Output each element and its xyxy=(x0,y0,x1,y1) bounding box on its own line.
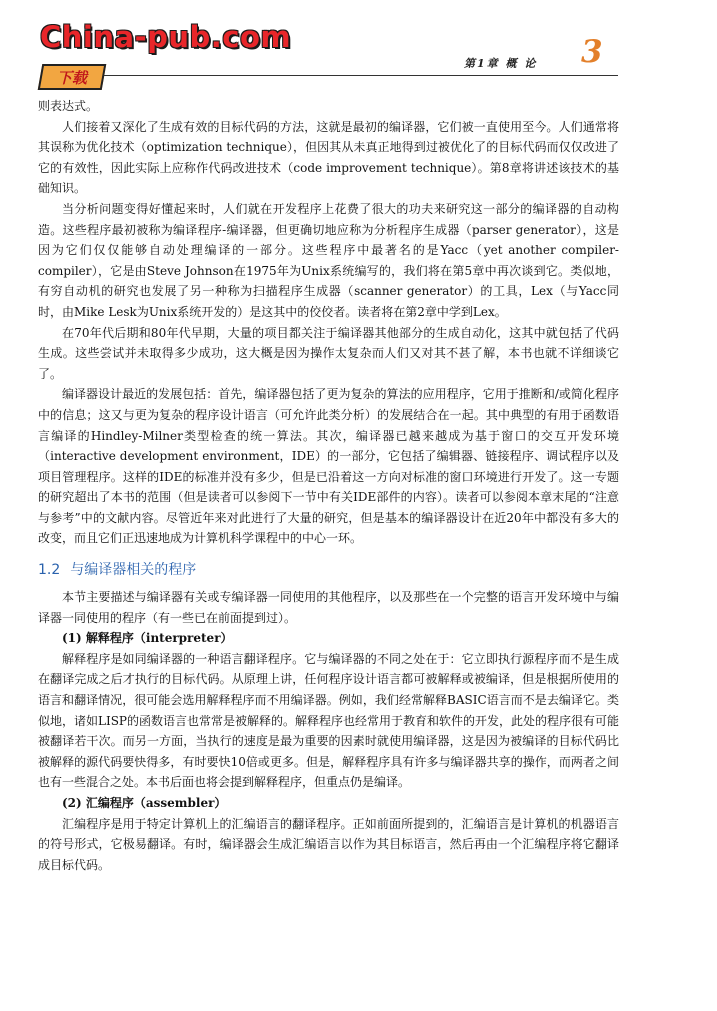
paragraph: 则表达式。 xyxy=(38,99,99,113)
page-content xyxy=(38,96,619,875)
paragraph: 人们接着又深化了生成有效的目标代码的方法，这就是最初的编译器，它们被一直使用至今。人们通常将其误称为优化技术（optimization technique），但因其从未真正地得到过被优化了的目标代码而仅仅改进了它的有效性，因此实际上应称作代码改进技术（code improvement technique）。第8章将讲述该技术的基础知识。 xyxy=(38,119,619,196)
paragraph: 汇编程序是用于特定计算机上的汇编语言的翻译程序。正如前面所提到的，汇编语言是计算机的机器语言的符号形式，它极易翻译。有时，编译器会生成汇编语言以作为其目标语言，然后再由一个汇编程序将它翻译成目标代码。 xyxy=(38,816,619,872)
paragraph: 解释程序是如同编译器的一种语言翻译程序。它与编译器的不同之处在于：它立即执行源程序而不是生成在翻译完成之后才执行的目标代码。从原理上讲，任何程序设计语言都可被解释或被编译，但是根据所使用的语言和翻译情况，很可能会选用解释程序而不用编译器。例如，我们经常解释BASIC语言而不是去编译它。类似地，诸如LISP的函数语言也常常是被解释的。解释程序也经常用于教育和软件的开发，此处的程序很有可能被翻译若干次。而另一方面，当执行的速度是最为重要的因素时就使用编译器，这是因为被编译的目标代码比被解释的源代码要快得多，有时要快10倍或更多。但是，解释程序具有许多与编译器共享的操作，而两者之间也有一些混合之处。本书后面也将会提到解释程序，但重点仍是编译。 xyxy=(38,651,620,790)
paragraph: 在70年代后期和80年代早期，大量的项目都关注于编译器其他部分的生成自动化，这其中就包括了代码生成。这些尝试并未取得多少成功，这大概是因为操作太复杂而人们又对其不甚了解，本书也就不详细谈它了。 xyxy=(38,325,619,381)
paragraph: 编译器设计最近的发展包括：首先，编译器包括了更为复杂的算法的应用程序，它用于推断和/或简化程序中的信息；这又与更为复杂的程序设计语言（可允许此类分析）的发展结合在一起。其中典型的有用于函数语言编译的Hindley-Milner类型检查的统一算法。其次，编译器已越来越成为基于窗口的交互开发环境（interactive development environment，IDE）的一部分，它包括了编辑器、链接程序、调试程序以及项目管理程序。这样的IDE的标准并没有多少，但是已沿着这一方向对标准的窗口环境进行开发了。这一专题的研究超出了本书的范围（但是读者可以参阅下一节中有关IDE部件的内容）。读者可以参阅本章末尾的“注意与参考”中的文献内容。尽管近年来对此进行了大量的研究，但是基本的编译器设计在近20年中都没有多大的改变，而且它们正迅速地成为计算机科学课程中的中心一环。 xyxy=(38,387,619,546)
subheading: (1) 解释程序（interpreter） xyxy=(62,631,233,646)
download-label: 下载 xyxy=(56,68,87,87)
section-number: 1.2 xyxy=(38,562,61,579)
page-number: 3 xyxy=(581,34,603,70)
subheading: (2) 汇编程序（assembler） xyxy=(62,796,227,810)
section-heading xyxy=(38,559,619,581)
paragraph: 当分析问题变得好懂起来时，人们就在开发程序上花费了很大的功夫来研究这一部分的编译器的自动构造。这些程序最初被称为编译程序-编译器，但更确切地应称为分析程序生成器（parser generator），这是因为它们仅仅能够自动处理编译的一部分。这些程序中最著名的是Yacc（yet another compiler-compiler），它是由Steve Johnson在1975年为Unix系统编写的，我们将在第5章中再次谈到它。类似地，有穷自动机的研究也发展了另一种称为扫描程序生成器（scanner generator）的工具，Lex（与Yacc同时，由Mike Lesk为Unix系统开发的）是这其中的佼佼者。读者将在第2章中学到Lex。 xyxy=(38,201,619,319)
site-logo: China-pub.com xyxy=(40,20,292,54)
paragraph: 本节主要描述与编译器有关或专编译器一同使用的其他程序，以及那些在一个完整的语言开发环境中与编译器一同使用的程序（有一些已在前面提到过）。 xyxy=(38,590,619,625)
chapter-header: 第1章 概 论 xyxy=(464,57,538,70)
section-title: 与编译器相关的程序 xyxy=(70,562,197,579)
header-rule xyxy=(104,75,618,76)
download-badge xyxy=(38,64,107,90)
